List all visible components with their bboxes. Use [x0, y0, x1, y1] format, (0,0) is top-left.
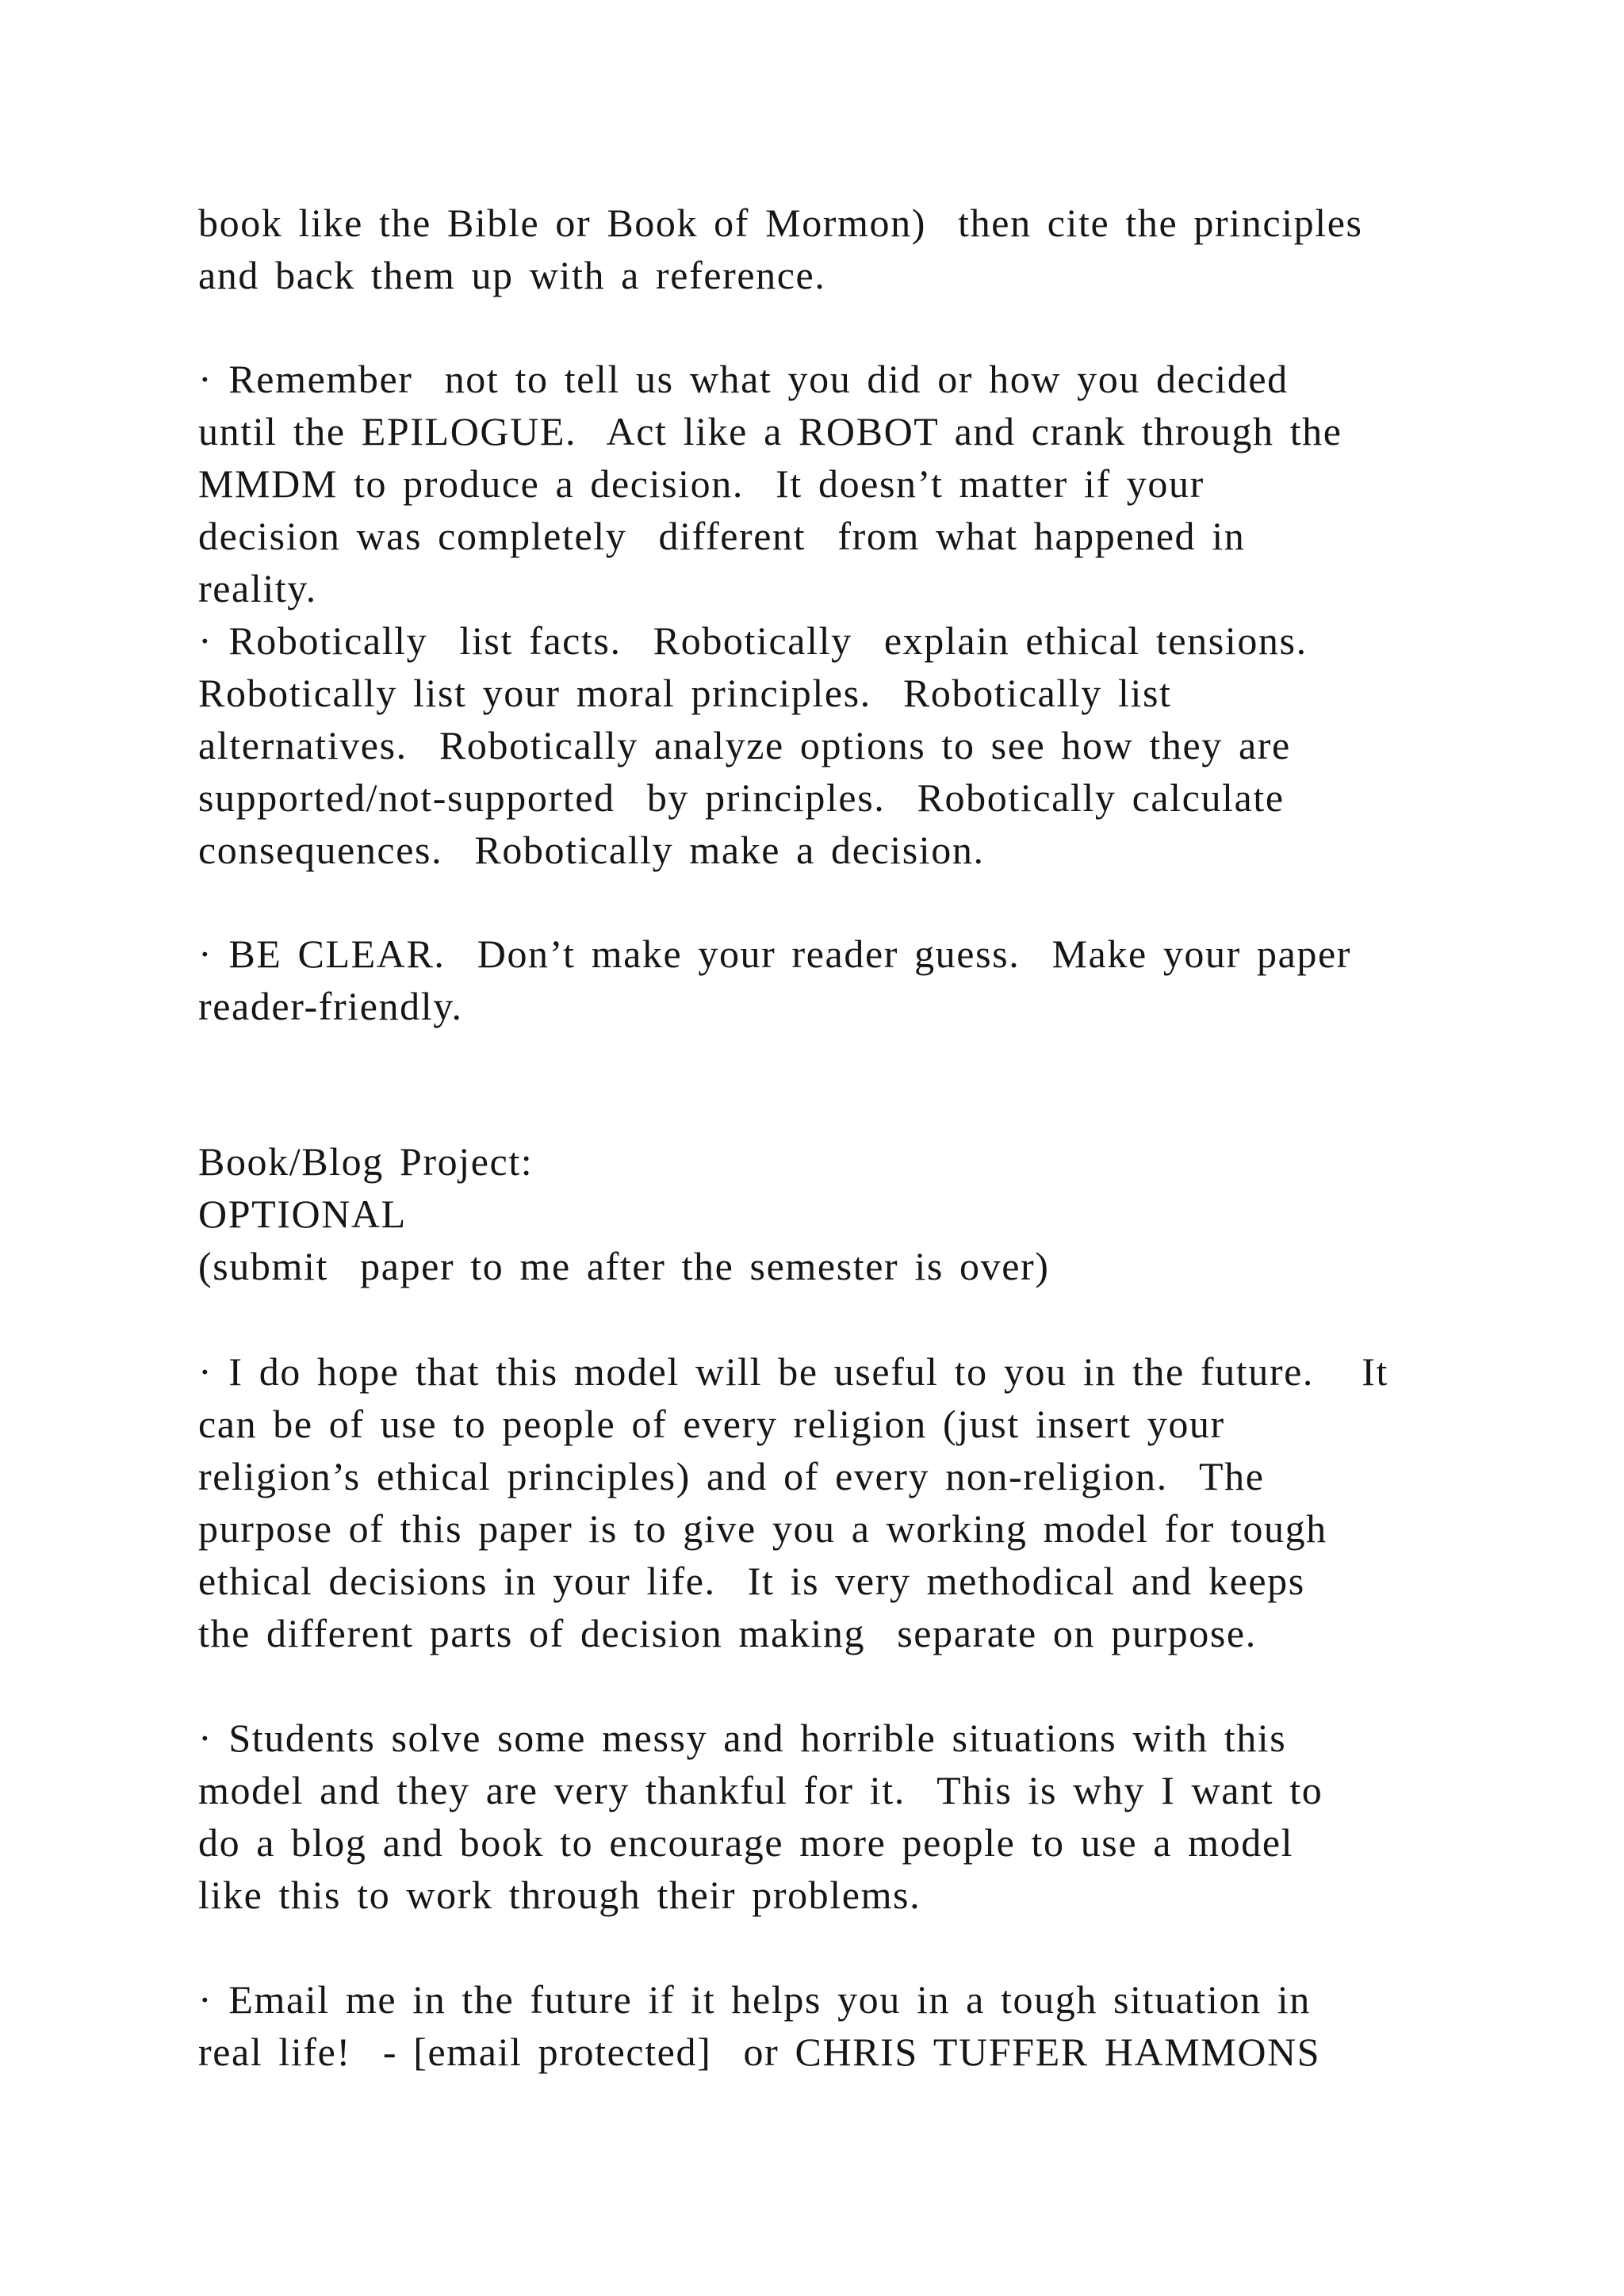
text-line: reality.: [198, 566, 317, 610]
heading-book-blog-project: [198, 1135, 1546, 1292]
text-line: · Robotically list facts. Robotically explain ethical tensions.: [198, 618, 1308, 663]
text-line: model and they are very thankful for it. This is why I want to: [198, 1768, 1323, 1812]
text-line: · I do hope that this model will be useful to you in the future. It: [198, 1349, 1389, 1394]
paragraph-be-clear: [198, 928, 1546, 1032]
text-line: Robotically list your moral principles. Robotically list: [198, 671, 1172, 715]
paragraph-email-me: [198, 1973, 1546, 2078]
text-line: like this to work through their problems.: [198, 1873, 921, 1917]
text-line: real life! - [email protected] or CHRIS TUFFER HAMMONS: [198, 2030, 1321, 2074]
text-line: · BE CLEAR. Don’t make your reader guess. Make your paper: [198, 932, 1352, 976]
heading-optional: OPTIONAL: [198, 1192, 407, 1236]
text-line: supported/not-supported by principles. Robotically calculate: [198, 775, 1285, 820]
text-line: · Email me in the future if it helps you in a tough situation in: [198, 1977, 1311, 2022]
paragraph-robotically: [198, 614, 1546, 876]
text-line: ethical decisions in your life. It is very methodical and keeps: [198, 1559, 1305, 1603]
text-line: purpose of this paper is to give you a working model for tough: [198, 1506, 1327, 1551]
text-line: consequences. Robotically make a decision.: [198, 828, 985, 872]
text-line: reader-friendly.: [198, 984, 463, 1028]
text-line: do a blog and book to encourage more people to use a model: [198, 1820, 1294, 1865]
paragraph-principles-reference: [198, 197, 1546, 301]
text-line: · Students solve some messy and horrible situations with this: [198, 1716, 1287, 1760]
text-line: can be of use to people of every religion (just insert your: [198, 1402, 1225, 1446]
text-line: MMDM to produce a decision. It doesn’t matter if your: [198, 461, 1205, 506]
heading-title: Book/Blog Project:: [198, 1139, 534, 1184]
text-line: decision was completely different from what happened in: [198, 514, 1246, 558]
text-line: until the EPILOGUE. Act like a ROBOT and crank through the: [198, 409, 1342, 453]
text-line: alternatives. Robotically analyze options to see how they are: [198, 723, 1291, 767]
paragraph-students-solve: [198, 1712, 1546, 1921]
text-line: the different parts of decision making separate on purpose.: [198, 1611, 1257, 1655]
text-line: and back them up with a reference.: [198, 253, 826, 297]
heading-note: (submit paper to me after the semester is over): [198, 1244, 1050, 1288]
paragraph-epilogue-robot: [198, 353, 1546, 614]
paragraph-useful-model: [198, 1345, 1546, 1659]
text-line: · Remember not to tell us what you did or how you decided: [198, 357, 1289, 401]
text-line: book like the Bible or Book of Mormon) then cite the principles: [198, 201, 1363, 245]
text-line: religion’s ethical principles) and of every non-religion. The: [198, 1454, 1265, 1498]
